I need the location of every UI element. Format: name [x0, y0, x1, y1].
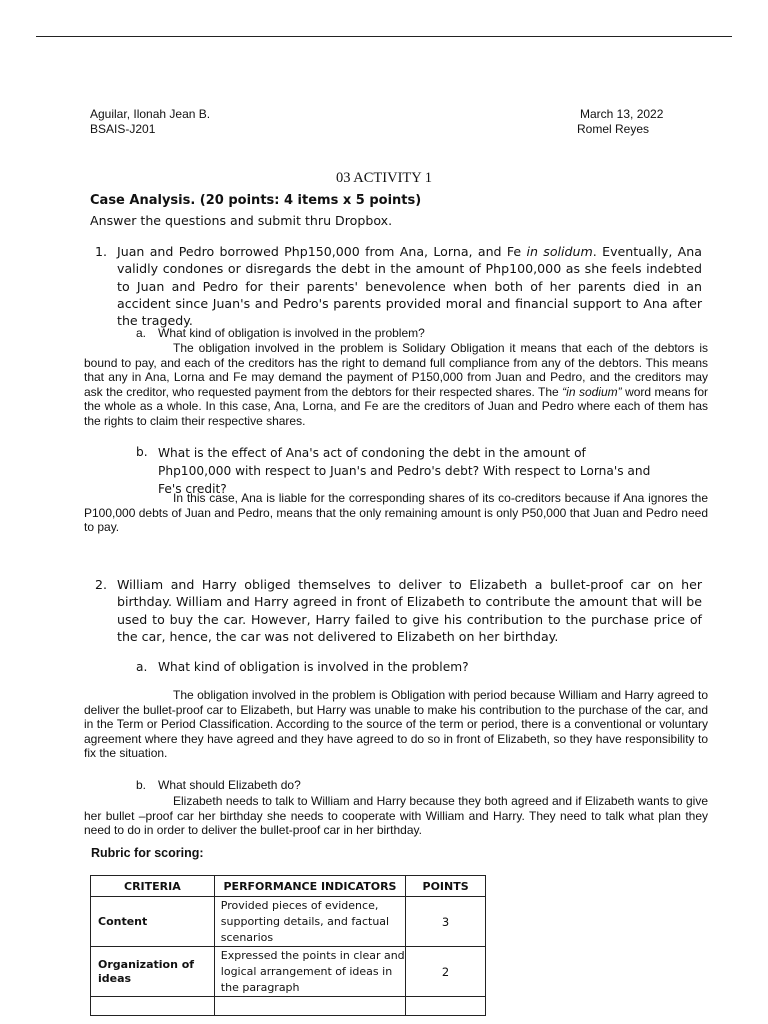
indicator-cell: Provided pieces of evidence, supporting details, and factual scenarios [214, 897, 405, 947]
item-1-qb-label: b. [136, 445, 148, 459]
item-1-answer-a: The obligation involved in the problem is Solidary Obligation it means that each of the debtors is bound to pay, and each of the creditors has the right to demand full compliance from any of the debtors. This means that any in Ana, Lorna and Fe may demand the payment of P150,000 from Juan and Pedro, and the creditors may ask the creditor, who requested payment from the debtors for their respected shares. The “in sodium” word means for the whole as a whole. In this case, Ana, Lorna, and Fe are the creditors of Juan and Pedro where each of them has the rights to claim their respective shares. [84, 341, 708, 428]
item-1-qa-label: a. [136, 326, 147, 340]
points-cell: 3 [406, 897, 486, 947]
table-row [91, 997, 486, 1016]
table-row [91, 897, 486, 947]
indicator-cell: Expressed the points in clear and logical arrangement of ideas in the paragraph [214, 947, 405, 997]
item-1-problem: Juan and Pedro borrowed Php150,000 from Ana, Lorna, and Fe in solidum. Eventually, Ana validly condones or disregards the debt in the amount of Php100,000 as she feels indebted to Juan and Pedro for their parents' benevolence when both of her parents died in an accident since Juan's and Pedro's parents provided moral and financial support to Ana after the tragedy. [117, 244, 702, 329]
column-header-points: POINTS [406, 876, 486, 897]
item-2-answer-b: Elizabeth needs to talk to William and Harry because they both agreed and if Elizabeth wants to give her bullet –proof car her birthday she needs to cooperate with William and Harry. They need to talk what plan they need to do in order to deliver the bullet-proof car in her birthday. [84, 794, 708, 837]
item-2-question-b: What should Elizabeth do? [158, 778, 301, 792]
item-2-question-a: What kind of obligation is involved in the problem? [158, 660, 469, 674]
empty-cell [214, 997, 405, 1016]
header-rule [36, 36, 732, 37]
rubric-table [90, 875, 486, 1016]
rubric-header-row [91, 876, 486, 897]
instruction-text: Answer the questions and submit thru Dropbox. [90, 213, 393, 228]
item-1-answer-b: In this case, Ana is liable for the corresponding shares of its co-creditors because if Ana ignores the P100,000 debts of Juan and Pedro, means that the only remaining amount is only P50,000 that Juan and Pedro need to pay. [84, 491, 708, 534]
empty-cell [406, 997, 486, 1016]
item-2-answer-a: The obligation involved in the problem is Obligation with period because William and Harry agreed to deliver the bullet-proof car to Elizabeth, but Harry was unable to make his contribution to the purchase of the car, and in the Term or Period Classification. According to the source of the term or period, there is a conventional or voluntary agreement where they have agreed and they have agreed to do so in front of Elizabeth, so they have responsibility to fix the situation. [84, 688, 708, 760]
item-1-question-b: What is the effect of Ana's act of condoning the debt in the amount of Php100,000 with respect to Juan's and Pedro's debt? With respect to Lorna's and Fe's credit? [158, 446, 651, 496]
column-header-performance-indicators: PERFORMANCE INDICATORS [214, 876, 405, 897]
points-cell: 2 [406, 947, 486, 997]
student-name: Aguilar, Ilonah Jean B. [90, 107, 211, 121]
item-1-number: 1. [95, 244, 108, 259]
criteria-cell: Content [91, 897, 215, 947]
rubric-heading: Rubric for scoring: [91, 846, 204, 860]
table-row [91, 947, 486, 997]
page-title: 03 ACTIVITY 1 [335, 170, 433, 186]
empty-cell [91, 997, 215, 1016]
instructor-name: Romel Reyes [577, 122, 650, 136]
item-1-question-a: What kind of obligation is involved in the problem? [158, 326, 425, 340]
case-heading: Case Analysis. (20 points: 4 items x 5 points) [90, 193, 422, 208]
criteria-cell: Organization of ideas [91, 947, 215, 997]
item-2-qb-label: b. [136, 778, 147, 792]
item-2-number: 2. [95, 577, 108, 592]
column-header-criteria: CRITERIA [91, 876, 215, 897]
item-2-qa-label: a. [136, 660, 148, 674]
item-2-problem: William and Harry obliged themselves to deliver to Elizabeth a bullet-proof car on her birthday. William and Harry agreed in front of Elizabeth to contribute the amount that will be used to buy the car. However, Harry failed to give his contribution to the purchase price of the car, hence, the car was not delivered to Elizabeth on her birthday. [117, 577, 702, 644]
submission-date: March 13, 2022 [580, 107, 664, 121]
student-section: BSAIS-J201 [90, 122, 156, 136]
